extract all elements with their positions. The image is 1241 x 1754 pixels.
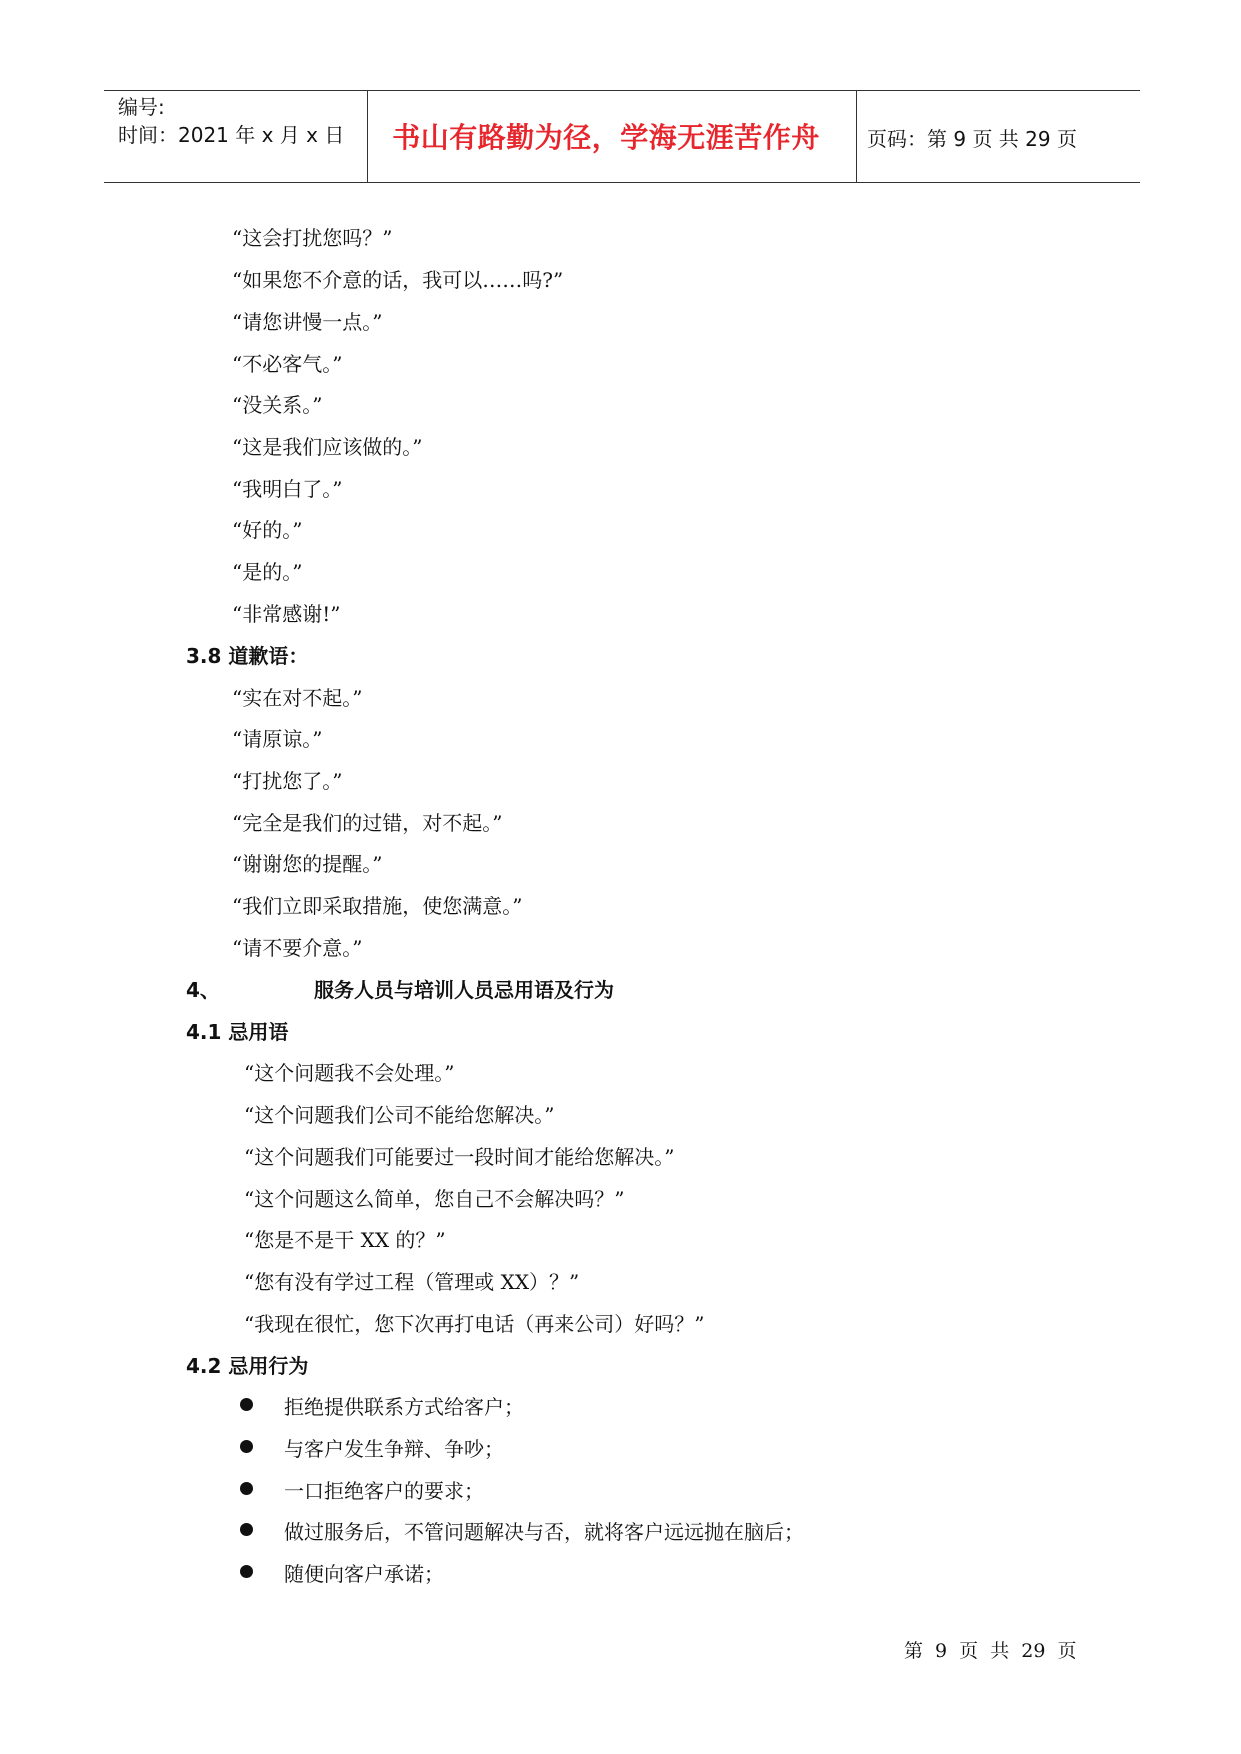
quote-line: “没关系。” bbox=[232, 393, 323, 417]
quote-line: “不必客气。” bbox=[232, 352, 343, 376]
quote-line: “请您讲慢一点。” bbox=[232, 310, 383, 334]
header-page-label: 页码：第 9 页 共 29 页 bbox=[867, 127, 1077, 151]
header-number-label: 编号: bbox=[118, 95, 165, 119]
quote-line: “您有没有学过工程（管理或 XX）？” bbox=[244, 1270, 580, 1294]
quote-line: “打扰您了。” bbox=[232, 769, 343, 793]
quote-line: “这个问题我们可能要过一段时间才能给您解决。” bbox=[244, 1145, 675, 1169]
quote-line: “您是不是干 XX 的？” bbox=[244, 1228, 446, 1252]
quote-line: “非常感谢!” bbox=[232, 602, 341, 626]
section-4-title: 服务人员与培训人员忌用语及行为 bbox=[314, 978, 614, 1002]
quote-line: “我们立即采取措施，使您满意。” bbox=[232, 894, 523, 918]
section-heading-4-2: 4.2 忌用行为 bbox=[186, 1354, 309, 1378]
header-meta bbox=[118, 93, 344, 149]
header-motto: 书山有路勤为径，学海无涯苦作舟 bbox=[392, 121, 820, 154]
quote-line: “是的。” bbox=[232, 560, 303, 584]
bullet-icon bbox=[240, 1565, 253, 1578]
bullet-item: 做过服务后，不管问题解决与否，就将客户远远抛在脑后； bbox=[284, 1520, 804, 1544]
quote-line: “这会打扰您吗？” bbox=[232, 226, 393, 250]
quote-line: “我明白了。” bbox=[232, 477, 343, 501]
bullet-item: 拒绝提供联系方式给客户； bbox=[284, 1395, 524, 1419]
quote-line: “这个问题这么简单，您自己不会解决吗？” bbox=[244, 1187, 625, 1211]
quote-line: “请不要介意。” bbox=[232, 936, 363, 960]
quote-line: “好的。” bbox=[232, 518, 303, 542]
bullet-item: 随便向客户承诺； bbox=[284, 1562, 444, 1586]
header-time-label: 时间：2021 年 x 月 x 日 bbox=[118, 123, 345, 147]
section-4-number: 4、 bbox=[186, 978, 220, 1002]
bullet-item: 与客户发生争辩、争吵； bbox=[284, 1437, 504, 1461]
quote-line: “请原谅。” bbox=[232, 727, 323, 751]
quote-line: “完全是我们的过错，对不起。” bbox=[232, 811, 503, 835]
page-footer: 第 9 页 共 29 页 bbox=[904, 1640, 1077, 1662]
bullet-icon bbox=[240, 1482, 253, 1495]
quote-line: “谢谢您的提醒。” bbox=[232, 852, 383, 876]
bullet-icon bbox=[240, 1398, 253, 1411]
quote-line: “这是我们应该做的。” bbox=[232, 435, 423, 459]
quote-line: “这个问题我不会处理。” bbox=[244, 1061, 455, 1085]
page-header bbox=[104, 90, 1140, 182]
section-heading-3-8: 3.8 道歉语： bbox=[186, 644, 309, 668]
quote-line: “如果您不介意的话，我可以……吗?” bbox=[232, 268, 564, 292]
quote-line: “这个问题我们公司不能给您解决。” bbox=[244, 1103, 555, 1127]
quote-line: “实在对不起。” bbox=[232, 686, 363, 710]
header-top-rule bbox=[104, 90, 1140, 91]
bullet-icon bbox=[240, 1523, 253, 1536]
bullet-icon bbox=[240, 1440, 253, 1453]
header-separator-right bbox=[856, 90, 857, 182]
section-heading-4-1: 4.1 忌用语 bbox=[186, 1020, 289, 1044]
quote-line: “我现在很忙，您下次再打电话（再来公司）好吗？” bbox=[244, 1312, 705, 1336]
bullet-item: 一口拒绝客户的要求； bbox=[284, 1479, 484, 1503]
header-bottom-rule bbox=[104, 182, 1140, 183]
